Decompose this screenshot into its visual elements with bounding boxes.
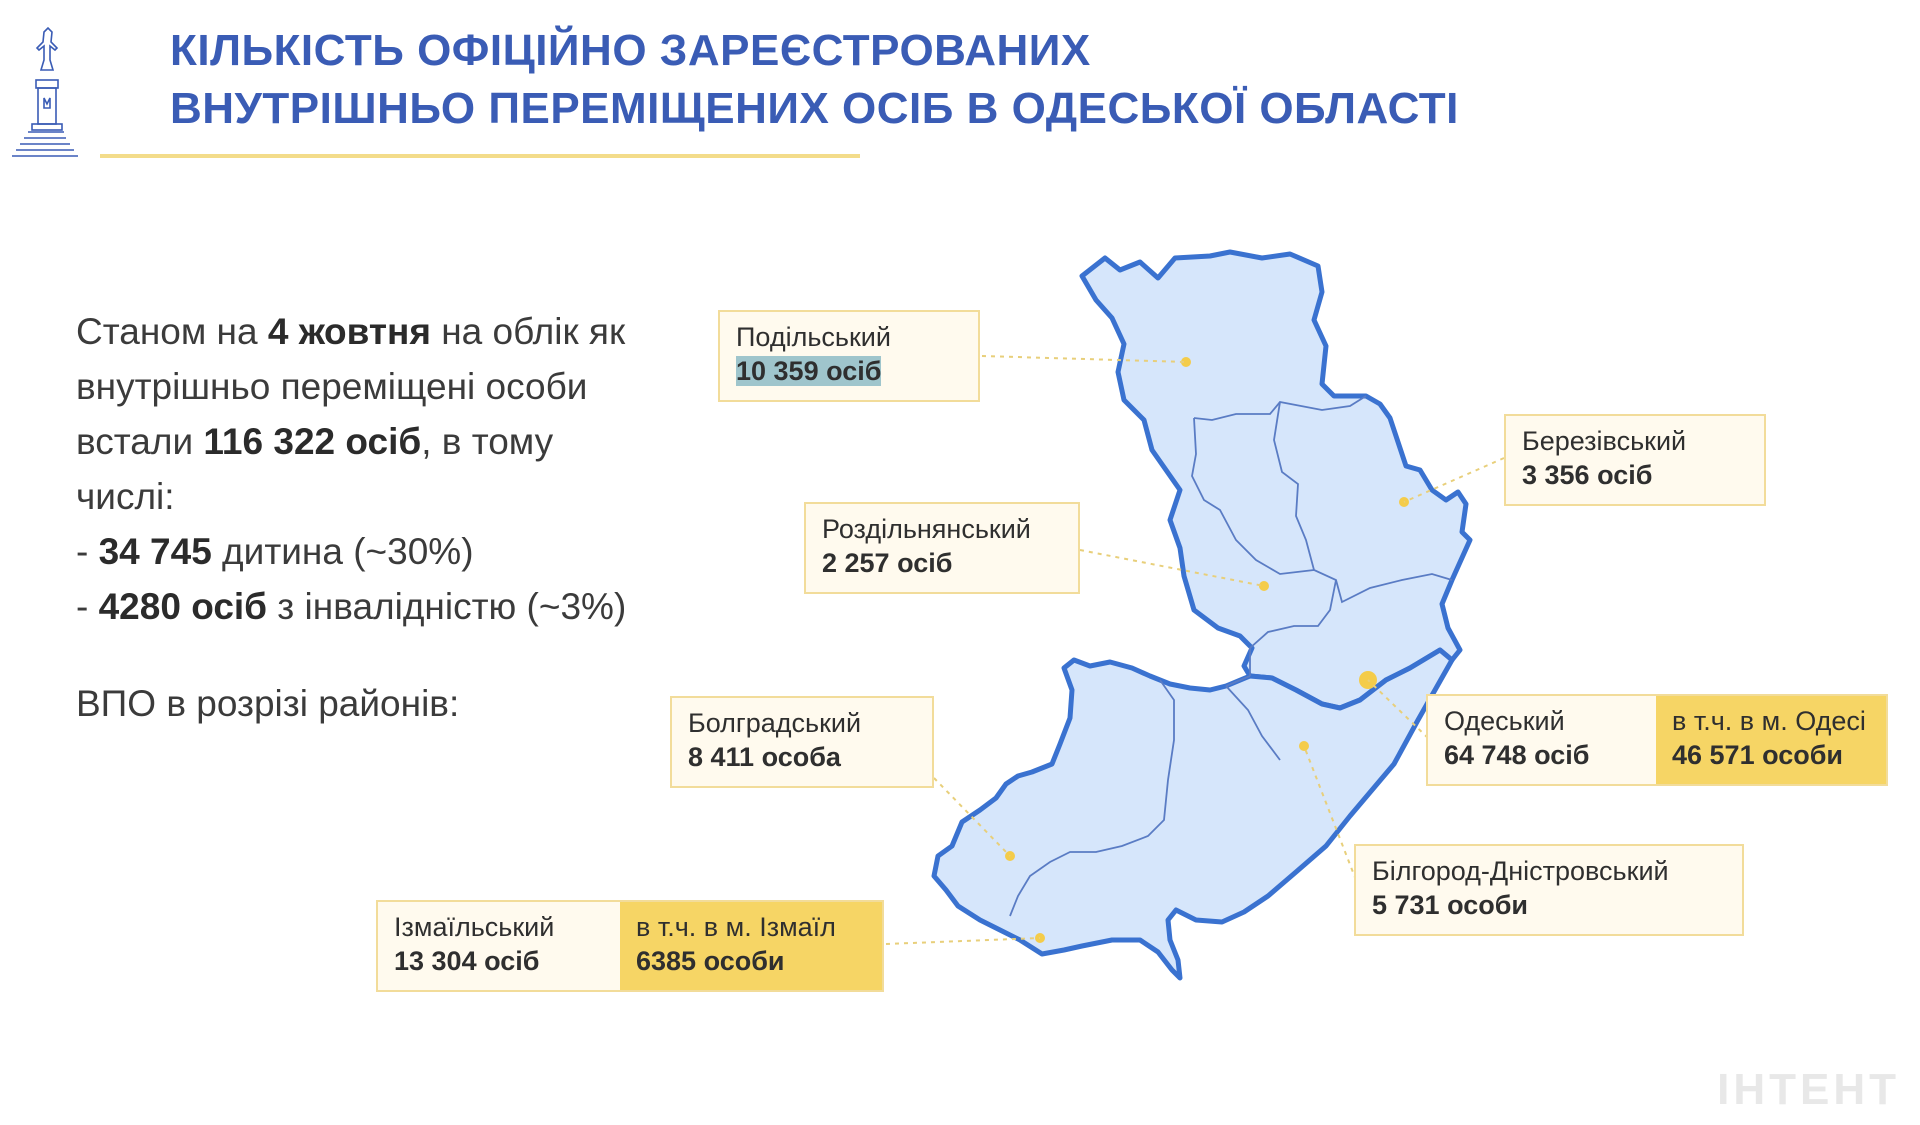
bilhorod-name: Білгород-Дністровський [1372, 856, 1669, 886]
disabled-prefix: - [76, 586, 99, 627]
odeskyi-district-part [1428, 696, 1656, 784]
odesa-city-label: в т.ч. в м. Одесі [1672, 706, 1866, 736]
bolhradskyi-count: 8 411 особа [688, 742, 841, 772]
stats-p1-post: , в тому числі: [76, 421, 554, 517]
berezivskyi-count: 3 356 осіб [1522, 460, 1653, 490]
children-prefix: - [76, 531, 99, 572]
title-line-1: КІЛЬКІСТЬ ОФІЦІЙНО ЗАРЕЄСТРОВАНИХ [170, 26, 1091, 75]
stats-total: 116 322 осіб [203, 421, 422, 462]
region-northern-districts [1082, 252, 1470, 708]
odeskyi-city-part [1656, 696, 1886, 784]
podilskyi-count: 10 359 осіб [736, 356, 882, 386]
rozdilnianskyi-name: Роздільнянський [822, 514, 1031, 544]
stats-p1-mid: на облік як внутрішньо переміщені особи встали [76, 311, 626, 462]
label-podilskyi [718, 310, 980, 402]
stats-date: 4 жовтня [267, 311, 431, 352]
bolhradskyi-name: Болградський [688, 708, 862, 738]
odeskyi-count: 64 748 осіб [1444, 740, 1590, 770]
izmail-city-count: 6385 особи [636, 946, 785, 976]
podilskyi-name: Подільський [736, 322, 891, 352]
disabled-count: 4280 осіб [98, 586, 268, 627]
label-izmailskyi [376, 900, 884, 992]
label-bolhradskyi [670, 696, 934, 788]
rozdilnianskyi-count: 2 257 осіб [822, 548, 953, 578]
izmailskyi-district-part [378, 902, 620, 990]
berezivskyi-name: Березівський [1522, 426, 1687, 456]
watermark-logo: ІНТЕНТ [1717, 1065, 1900, 1114]
odesa-city-count: 46 571 особи [1672, 740, 1844, 770]
label-odeskyi [1426, 694, 1888, 786]
label-bilhorod [1354, 844, 1744, 936]
dot-bilhorod [1299, 741, 1309, 751]
izmailskyi-name: Ізмаїльський [394, 912, 555, 942]
dot-rozdilnianskyi [1259, 581, 1269, 591]
bilhorod-count: 5 731 особи [1372, 890, 1528, 920]
izmailskyi-count: 13 304 осіб [394, 946, 540, 976]
disabled-rest: з інвалідністю (~3%) [267, 586, 627, 627]
izmail-city-label: в т.ч. в м. Ізмаїл [636, 912, 836, 942]
odeskyi-name: Одеський [1444, 706, 1565, 736]
stats-p1-pre: Станом на [76, 311, 268, 352]
title-line-2: ВНУТРІШНЬО ПЕРЕМІЩЕНИХ ОСІБ В ОДЕСЬКОЇ ОБЛАСТІ [170, 84, 1459, 133]
izmailskyi-city-part [620, 902, 882, 990]
children-count: 34 745 [98, 531, 212, 572]
label-rozdilnianskyi [804, 502, 1080, 594]
label-berezivskyi [1504, 414, 1766, 506]
districts-heading: ВПО в розрізі районів: [76, 683, 460, 724]
children-rest: дитина (~30%) [211, 531, 474, 572]
